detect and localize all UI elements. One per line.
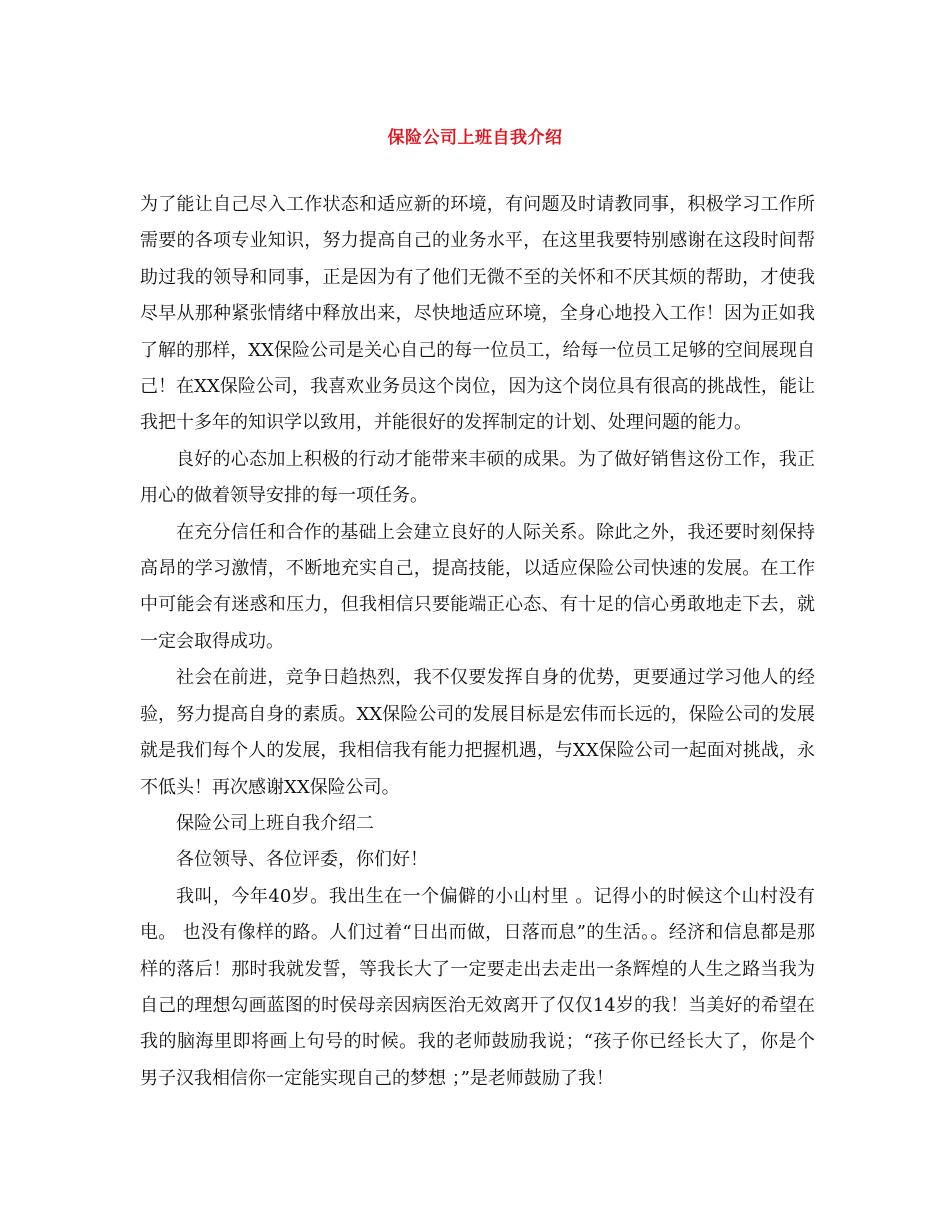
section-heading-2: 保险公司上班自我介绍二 (176, 812, 374, 834)
greeting-line: 各位领导、各位评委，你们好！ (176, 849, 428, 871)
document-body (140, 187, 815, 1097)
paragraph-7: 我叫，今年40岁。我出生在一个偏僻的小山村里 。记得小的时候这个山村没有电。 也没有像样的路。人们过着“日出而做，日落而息”的生活。。经济和信息都是那样的落后！那时我就发誓，等我长大了一定要走出去走出一条辉煌的人生之路当我为自己的理想勾画蓝图的时侯母亲因病医治无效离开了仅仅14岁的我！当美好的希望在我的脑海里即将画上句号的时候。我的老师鼓励我说；“孩子你已经长大了，你是个男子汉我相信你一定能实现自己的梦想 ；”是老师鼓励了我！ (140, 885, 815, 1089)
document-title: 保险公司上班自我介绍 (387, 128, 563, 148)
paragraph-1: 为了能让自己尽入工作状态和适应新的环境，有问题及时请教同事，积极学习工作所需要的各项专业知识，努力提高自己的业务水平，在这里我要特别感谢在这段时间帮助过我的领导和同事，正是因为有了他们无微不至的关怀和不厌其烦的帮助，才使我尽早从那种紧张情绪中释放出来，尽快地适应环境，全身心地投入工作！因为正如我了解的那样，XX保险公司是关心自己的每一位员工，给每一位员工足够的空间展现自己！在XX保险公司，我喜欢业务员这个岗位，因为这个岗位具有很高的挑战性，能让我把十多年的知识学以致用，并能很好的发挥制定的计划、处理问题的能力。 (140, 194, 815, 434)
paragraph-3: 在充分信任和合作的基础上会建立良好的人际关系。除此之外，我还要时刻保持高昂的学习激情，不断地充实自己，提高技能，以适应保险公司快速的发展。在工作中可能会有迷惑和压力，但我相信只要能端正心态、有十足的信心勇敢地走下去，就一定会取得成功。 (140, 521, 815, 652)
paragraph-2: 良好的心态加上积极的行动才能带来丰硕的成果。为了做好销售这份工作，我正用心的做着领导安排的每一项任务。 (140, 448, 815, 507)
paragraph-4: 社会在前进，竞争日趋热烈，我不仅要发挥自身的优势，更要通过学习他人的经验，努力提高自身的素质。XX保险公司的发展目标是宏伟而长远的，保险公司的发展就是我们每个人的发展，我相信我有能力把握机遇，与XX保险公司一起面对挑战，永不低头！再次感谢XX保险公司。 (140, 667, 815, 798)
